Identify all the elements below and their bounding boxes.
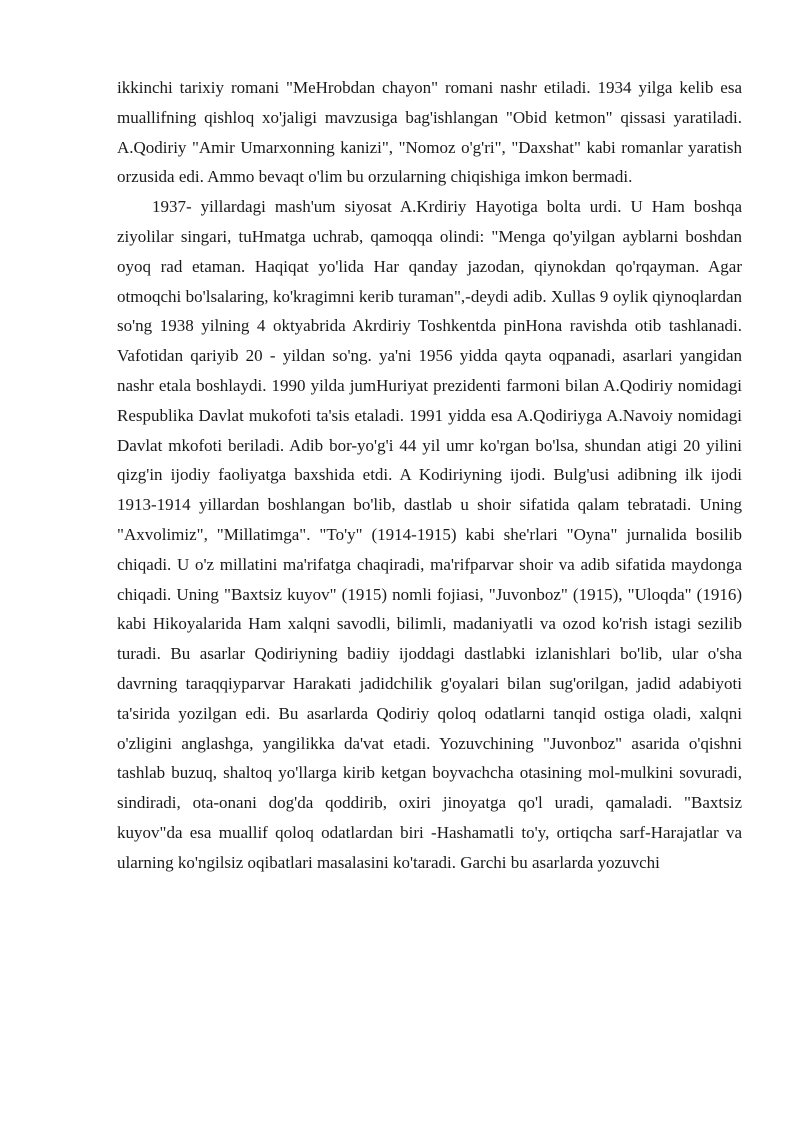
paragraph-qodiriy-biography: 1937- yillardagi mash'um siyosat A.Krdiriy Hayotiga bolta urdi. U Ham boshqa ziyolilar singari, tuHmatga uchrab, qamoqqa olindi: "Menga qo'yilgan ayblarni boshdan oyoq rad etaman. Haqiqat yo'lida Har qanday jazodan, qiynokdan qo'rqayman. Agar otmoqchi bo'lsalaring, ko'kragimni kerib turaman",-deydi adib. Xullas 9 oylik qiynoqlardan so'ng 1938 yilning 4 oktyabrida Akrdiriy Toshkentda pinHona ravishda otib tashlanadi. Vafotidan qariyib 20 - yildan so'ng. ya'ni 1956 yidda qayta oqpanadi, asarlari yangidan nashr etala boshlaydi. 1990 yilda jumHuriyat prezidenti farmoni bilan A.Qodiriy nomidagi Respublika Davlat mukofoti ta'sis etaladi. 1991 yidda esa A.Qodiriyga A.Navoiy nomidagi Davlat mkofoti beriladi. Adib bor-yo'g'i 44 yil umr ko'rgan bo'lsa, shundan atigi 20 yilini qizg'in ijodiy faoliyatga baxshida etdi. A Kodiriyning ijodi. Bulg'usi adibning ilk ijodi 1913-1914 yillardan boshlangan bo'lib, dastlab u shoir sifatida qalam tebratadi. Uning "Axvolimiz", "Millatimga". "To'y" (1914-1915) kabi she'rlari "Oyna" jurnalida bosilib chiqadi. U o'z millatini ma'rifatga chaqiradi, ma'rifparvar shoir va adib sifatida maydonga chiqadi. Uning "Baxtsiz kuyov" (1915) nomli fojiasi, "Juvonboz" (1915), "Uloqda" (1916) kabi Hikoyalarida Ham xalqni savodli, bilimli, madaniyatli va ozod ko'rish istagi sezilib turadi. Bu asarlar Qodiriyning badiiy ijoddagi dastlabki izlanishlari bo'lib, ular o'sha davrning taraqqiyparvar Harakati jadidchilik g'oyalari bilan sug'orilgan, jadid adabiyoti ta'sirida yozilgan edi. Bu asarlarda Qodiriy qoloq odatlarni tanqid ostiga oladi, xalqni o'zligini anglashga, yangilikka da'vat etadi. Yozuvchining "Juvonboz" asarida o'qishni tashlab buzuq, shaltoq yo'llarga kirib ketgan boyvachcha otasining mol-mulkini sovuradi, sindiradi, ota-onani dog'da qoddirib, oxiri jinoyatga qo'l uradi, qamaladi. "Baxtsiz kuyov"da esa muallif qoloq odatlardan biri -Hashamatli to'y, ortiqcha sarf-Harajatlar va ularning ko'ngilsiz oqibatlari masalasini ko'taradi. Garchi bu asarlarda yozuvchi xyxy=(117,197,742,872)
body-text xyxy=(117,73,742,878)
paragraph-continuation: ikkinchi tarixiy romani "MeHrobdan chayon" romani nashr etiladi. 1934 yilga kelib esa muallifning qishloq xo'jaligi mavzusiga bag'ishlangan "Obid ketmon" qissasi yaratiladi. A.Qodiriy "Amir Umarxonning kanizi", "Nomoz o'g'ri", "Daxshat" kabi romanlar yaratish orzusida edi. Ammo bevaqt o'lim bu orzularning chiqishiga imkon bermadi. xyxy=(117,78,742,187)
